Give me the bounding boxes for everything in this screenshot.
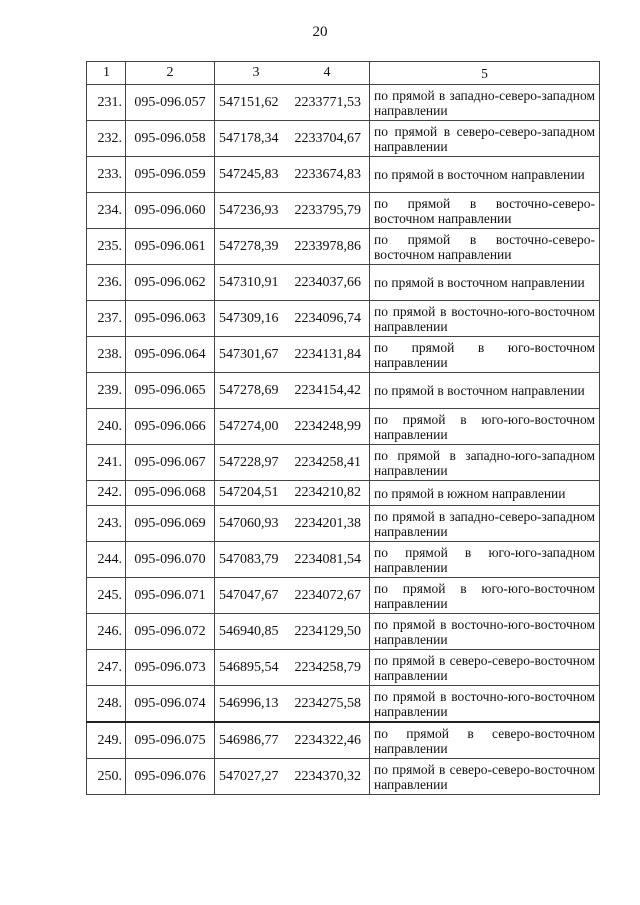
table-row xyxy=(87,686,600,723)
direction-description: по прямой в северо-северо-западном направлении xyxy=(370,121,600,157)
coordinate-y: 2233704,67 xyxy=(294,130,361,146)
table-row xyxy=(87,409,600,445)
direction-description: по прямой в северо-восточном направлении xyxy=(370,722,600,759)
point-code: 095-096.069 xyxy=(126,506,215,542)
row-number: 238. xyxy=(87,337,126,373)
coordinate-x: 547228,97 xyxy=(219,454,279,470)
coordinate-x: 547151,62 xyxy=(219,94,279,110)
coordinate-y: 2233795,79 xyxy=(294,202,361,218)
coordinate-x: 546986,77 xyxy=(219,732,279,748)
table-row xyxy=(87,157,600,193)
point-code: 095-096.072 xyxy=(126,614,215,650)
point-code: 095-096.073 xyxy=(126,650,215,686)
point-code: 095-096.062 xyxy=(126,265,215,301)
direction-description: по прямой в юго-восточном направлении xyxy=(370,337,600,373)
coordinate-x: 547245,83 xyxy=(219,166,279,182)
coordinate-y: 2233771,53 xyxy=(294,94,361,110)
coordinate-y: 2234131,84 xyxy=(294,346,361,362)
coordinate-x: 547274,00 xyxy=(219,418,279,434)
row-number: 234. xyxy=(87,193,126,229)
coordinates-cell xyxy=(215,722,370,759)
coordinates-cell xyxy=(215,578,370,614)
coordinates-cell xyxy=(215,481,370,506)
header-col-3: 3 xyxy=(252,65,260,80)
point-code: 095-096.064 xyxy=(126,337,215,373)
row-number: 242. xyxy=(87,481,126,506)
row-number: 239. xyxy=(87,373,126,409)
direction-description: по прямой в восточном направлении xyxy=(370,157,600,193)
table-row xyxy=(87,722,600,759)
coordinates-cell xyxy=(215,542,370,578)
row-number: 246. xyxy=(87,614,126,650)
coordinate-y: 2234072,67 xyxy=(294,587,361,603)
direction-description: по прямой в западно-северо-западном направлении xyxy=(370,506,600,542)
coordinate-x: 546996,13 xyxy=(219,695,279,711)
direction-description: по прямой в восточно-юго-восточном направлении xyxy=(370,614,600,650)
coordinate-x: 547310,91 xyxy=(219,274,279,290)
page-number: 20 xyxy=(312,24,328,40)
header-col-4: 4 xyxy=(323,65,331,80)
coordinate-x: 547278,39 xyxy=(219,238,279,254)
table-row xyxy=(87,578,600,614)
coordinate-y: 2234129,50 xyxy=(294,623,361,639)
row-number: 241. xyxy=(87,445,126,481)
coordinates-cell xyxy=(215,337,370,373)
row-number: 233. xyxy=(87,157,126,193)
coordinates-table xyxy=(86,61,600,795)
coordinates-cell xyxy=(215,229,370,265)
coordinate-x: 547204,51 xyxy=(219,485,279,500)
coordinates-cell xyxy=(215,409,370,445)
table-row xyxy=(87,759,600,795)
row-number: 249. xyxy=(87,722,126,759)
coordinates-cell xyxy=(215,650,370,686)
table-row xyxy=(87,481,600,506)
table-row xyxy=(87,542,600,578)
point-code: 095-096.057 xyxy=(126,85,215,121)
coordinate-y: 2234201,38 xyxy=(294,515,361,531)
table-header-row xyxy=(87,62,600,85)
direction-description: по прямой в восточно-юго-восточном направлении xyxy=(370,301,600,337)
coordinates-cell xyxy=(215,614,370,650)
direction-description: по прямой в западно-северо-западном направлении xyxy=(370,85,600,121)
direction-description: по прямой в юго-юго-западном направлении xyxy=(370,542,600,578)
coordinates-cell xyxy=(215,121,370,157)
coordinate-y: 2234037,66 xyxy=(294,274,361,290)
table-row xyxy=(87,373,600,409)
coordinate-y: 2234322,46 xyxy=(294,732,361,748)
coordinates-cell xyxy=(215,373,370,409)
direction-description: по прямой в северо-северо-восточном направлении xyxy=(370,759,600,795)
direction-description: по прямой в восточном направлении xyxy=(370,373,600,409)
table-row xyxy=(87,301,600,337)
table-body xyxy=(87,85,600,795)
point-code: 095-096.063 xyxy=(126,301,215,337)
point-code: 095-096.059 xyxy=(126,157,215,193)
direction-description: по прямой в восточно-северо-восточном направлении xyxy=(370,193,600,229)
table-row xyxy=(87,265,600,301)
coordinate-y: 2234210,82 xyxy=(294,485,361,500)
coordinate-y: 2233978,86 xyxy=(294,238,361,254)
point-code: 095-096.068 xyxy=(126,481,215,506)
coordinate-y: 2233674,83 xyxy=(294,166,361,182)
table-row xyxy=(87,614,600,650)
point-code: 095-096.058 xyxy=(126,121,215,157)
table-row xyxy=(87,121,600,157)
table-row xyxy=(87,445,600,481)
coordinates-cell xyxy=(215,445,370,481)
row-number: 231. xyxy=(87,85,126,121)
coordinates-cell xyxy=(215,157,370,193)
direction-description: по прямой в северо-северо-восточном направлении xyxy=(370,650,600,686)
coordinate-y: 2234275,58 xyxy=(294,695,361,711)
point-code: 095-096.060 xyxy=(126,193,215,229)
row-number: 240. xyxy=(87,409,126,445)
header-col-2: 2 xyxy=(126,62,215,85)
coordinate-y: 2234258,41 xyxy=(294,454,361,470)
table-row xyxy=(87,193,600,229)
direction-description: по прямой в юго-юго-восточном направлении xyxy=(370,578,600,614)
point-code: 095-096.074 xyxy=(126,686,215,723)
point-code: 095-096.061 xyxy=(126,229,215,265)
coordinates-cell xyxy=(215,85,370,121)
table-row xyxy=(87,650,600,686)
table-row xyxy=(87,85,600,121)
coordinate-x: 547309,16 xyxy=(219,310,279,326)
row-number: 244. xyxy=(87,542,126,578)
coordinate-x: 547301,67 xyxy=(219,346,279,362)
direction-description: по прямой в западно-юго-западном направлении xyxy=(370,445,600,481)
coordinate-x: 547178,34 xyxy=(219,130,279,146)
header-col-5: 5 xyxy=(370,62,600,85)
header-col-1: 1 xyxy=(87,62,126,85)
direction-description: по прямой в восточно-северо-восточном направлении xyxy=(370,229,600,265)
row-number: 248. xyxy=(87,686,126,723)
coordinate-y: 2234370,32 xyxy=(294,768,361,784)
coordinate-x: 547047,67 xyxy=(219,587,279,603)
row-number: 237. xyxy=(87,301,126,337)
table-row xyxy=(87,229,600,265)
coordinate-y: 2234248,99 xyxy=(294,418,361,434)
header-col-3-4 xyxy=(215,62,370,85)
point-code: 095-096.075 xyxy=(126,722,215,759)
direction-description: по прямой в восточном направлении xyxy=(370,265,600,301)
table-row xyxy=(87,337,600,373)
point-code: 095-096.070 xyxy=(126,542,215,578)
row-number: 235. xyxy=(87,229,126,265)
coordinates-cell xyxy=(215,506,370,542)
coordinate-y: 2234154,42 xyxy=(294,382,361,398)
coordinate-x: 547236,93 xyxy=(219,202,279,218)
coordinate-y: 2234081,54 xyxy=(294,551,361,567)
coordinates-cell xyxy=(215,686,370,723)
coordinate-y: 2234096,74 xyxy=(294,310,361,326)
coordinates-cell xyxy=(215,301,370,337)
point-code: 095-096.066 xyxy=(126,409,215,445)
table-row xyxy=(87,506,600,542)
coordinates-cell xyxy=(215,265,370,301)
coordinate-x: 547060,93 xyxy=(219,515,279,531)
direction-description: по прямой в южном направлении xyxy=(370,481,600,506)
coordinate-x: 546940,85 xyxy=(219,623,279,639)
row-number: 232. xyxy=(87,121,126,157)
row-number: 236. xyxy=(87,265,126,301)
coordinate-x: 547083,79 xyxy=(219,551,279,567)
coordinate-x: 547278,69 xyxy=(219,382,279,398)
direction-description: по прямой в юго-юго-восточном направлении xyxy=(370,409,600,445)
coordinate-x: 547027,27 xyxy=(219,768,279,784)
point-code: 095-096.067 xyxy=(126,445,215,481)
coordinates-cell xyxy=(215,759,370,795)
point-code: 095-096.065 xyxy=(126,373,215,409)
row-number: 250. xyxy=(87,759,126,795)
row-number: 243. xyxy=(87,506,126,542)
direction-description: по прямой в восточно-юго-восточном направлении xyxy=(370,686,600,723)
point-code: 095-096.071 xyxy=(126,578,215,614)
point-code: 095-096.076 xyxy=(126,759,215,795)
row-number: 245. xyxy=(87,578,126,614)
coordinate-y: 2234258,79 xyxy=(294,659,361,675)
row-number: 247. xyxy=(87,650,126,686)
coordinate-x: 546895,54 xyxy=(219,659,279,675)
coordinates-cell xyxy=(215,193,370,229)
